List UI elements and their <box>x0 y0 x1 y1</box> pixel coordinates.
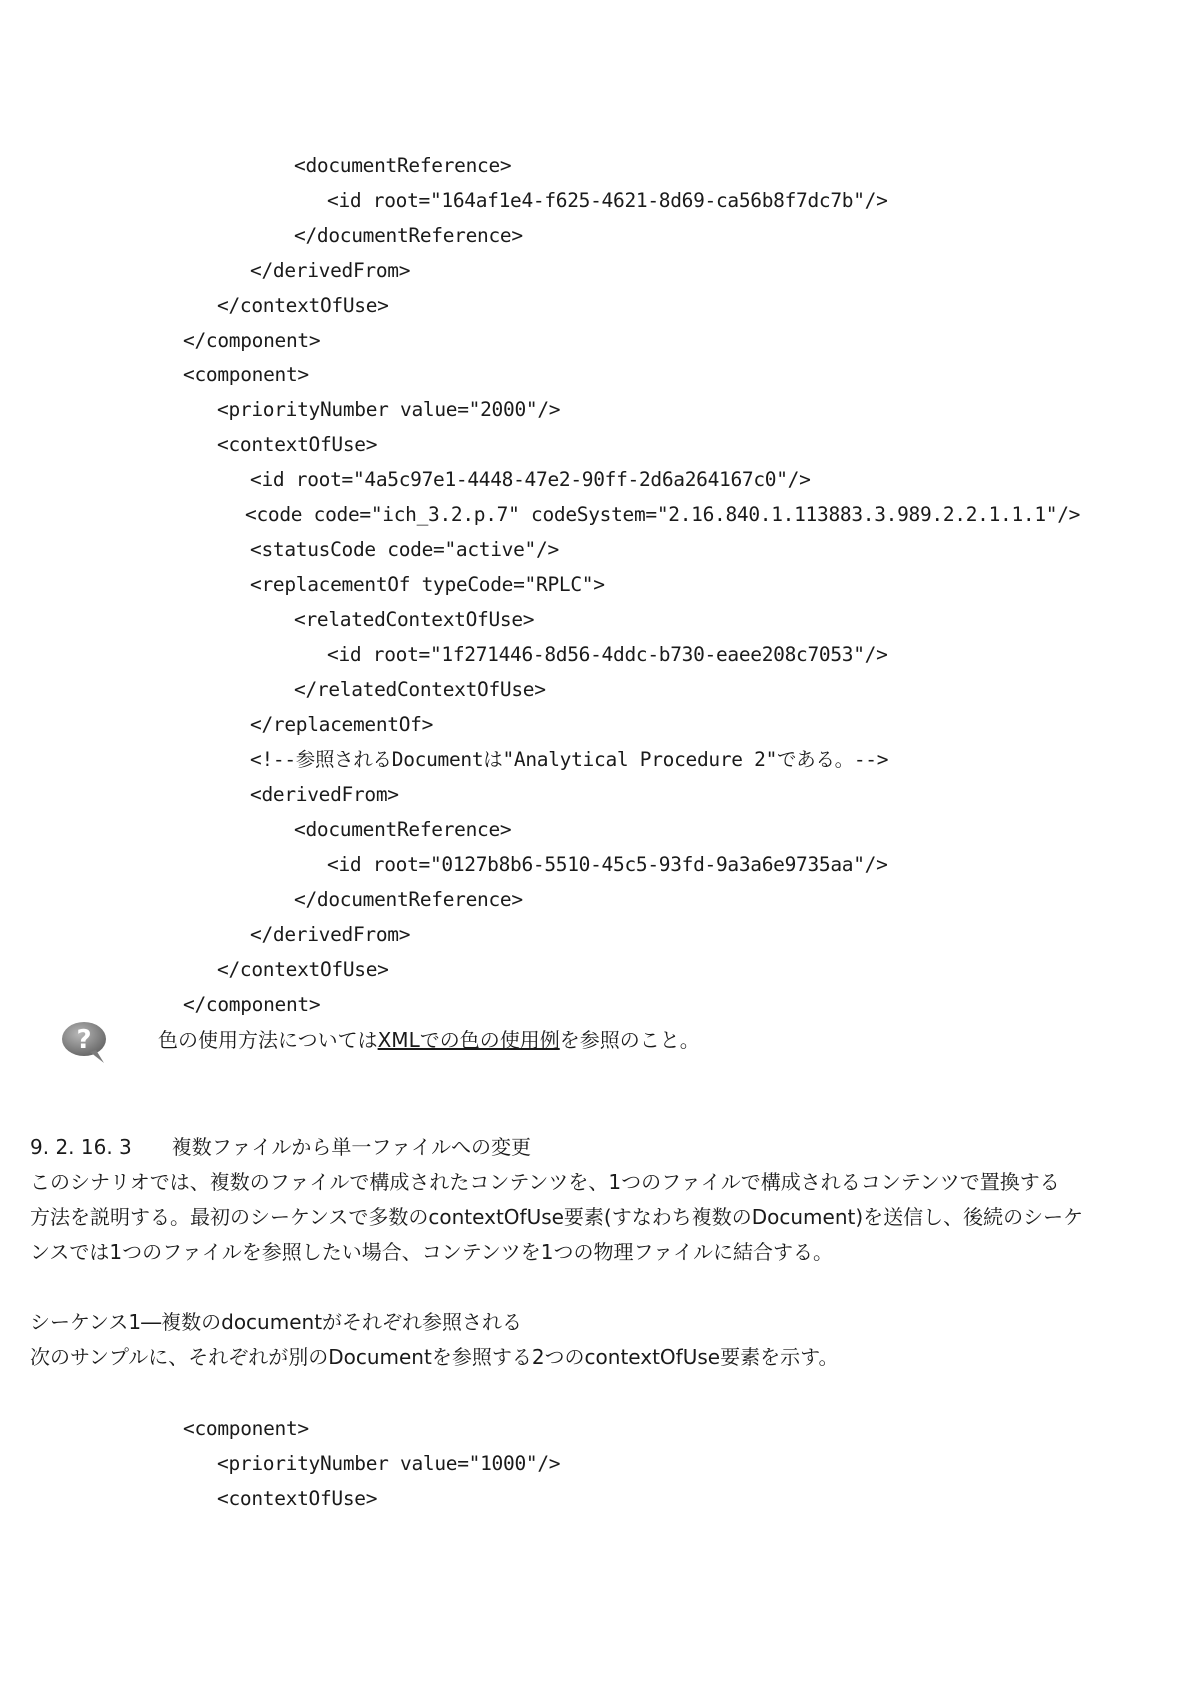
code-line: <contextOfUse> <box>217 433 378 456</box>
color-usage-note <box>60 1020 820 1060</box>
code-line: <component> <box>183 1417 309 1440</box>
note-prefix: 色の使用方法については <box>158 1028 378 1052</box>
note-suffix: を参照のこと。 <box>559 1028 700 1052</box>
sub-paragraph: 次のサンプルに、それぞれが別のDocumentを参照する2つのcontextOfUse要素を示す。 <box>30 1345 839 1369</box>
paragraph-line: 方法を説明する。最初のシーケンスで多数のcontextOfUse要素(すなわち複数のDocument)を送信し、後続のシーケ <box>30 1205 1084 1229</box>
code-line: <code code="ich_3.2.p.7" codeSystem="2.16.840.1.113883.3.989.2.2.1.1.1"/> <box>245 503 1081 526</box>
svg-text:?: ? <box>76 1025 92 1055</box>
paragraph-line: このシナリオでは、複数のファイルで構成されたコンテンツを、1つのファイルで構成されるコンテンツで置換する <box>30 1170 1060 1194</box>
code-line: <derivedFrom> <box>250 783 399 806</box>
code-line: </replacementOf> <box>250 713 434 736</box>
code-line: <id root="0127b8b6-5510-45c5-93fd-9a3a6e9735aa"/> <box>327 853 888 876</box>
section-heading: 9. 2. 16. 3 複数ファイルから単一ファイルへの変更 <box>30 1135 531 1159</box>
code-line: <documentReference> <box>294 818 512 841</box>
note-text <box>158 1026 700 1054</box>
question-bubble-icon <box>60 1020 110 1064</box>
code-line: </documentReference> <box>294 888 523 911</box>
code-line: <contextOfUse> <box>217 1487 378 1510</box>
code-line: <component> <box>183 363 309 386</box>
xml-color-usage-link[interactable]: XMLでの色の使用例 <box>377 1028 560 1052</box>
code-line: <id root="164af1e4-f625-4621-8d69-ca56b8f7dc7b"/> <box>327 189 888 212</box>
code-line: <statusCode code="active"/> <box>250 538 559 561</box>
code-line: </component> <box>183 329 321 352</box>
code-line: <id root="4a5c97e1-4448-47e2-90ff-2d6a264167c0"/> <box>250 468 811 491</box>
paragraph-line: ンスでは1つのファイルを参照したい場合、コンテンツを1つの物理ファイルに結合する。 <box>30 1240 834 1264</box>
code-line: <priorityNumber value="2000"/> <box>217 398 561 421</box>
code-line: </relatedContextOfUse> <box>294 678 546 701</box>
code-line: </contextOfUse> <box>217 958 389 981</box>
code-line: <relatedContextOfUse> <box>294 608 535 631</box>
code-line: <documentReference> <box>294 154 512 177</box>
code-line: <replacementOf typeCode="RPLC"> <box>250 573 605 596</box>
code-line: </derivedFrom> <box>250 923 411 946</box>
code-line: </component> <box>183 993 321 1016</box>
code-line: </documentReference> <box>294 224 523 247</box>
code-line: <priorityNumber value="1000"/> <box>217 1452 561 1475</box>
subheading: シーケンス1―複数のdocumentがそれぞれ参照される <box>30 1310 523 1334</box>
code-comment: <!--参照されるDocumentは"Analytical Procedure 2"である。--> <box>250 748 889 771</box>
code-line: </derivedFrom> <box>250 259 411 282</box>
code-line: <id root="1f271446-8d56-4ddc-b730-eaee208c7053"/> <box>327 643 888 666</box>
code-line: </contextOfUse> <box>217 294 389 317</box>
